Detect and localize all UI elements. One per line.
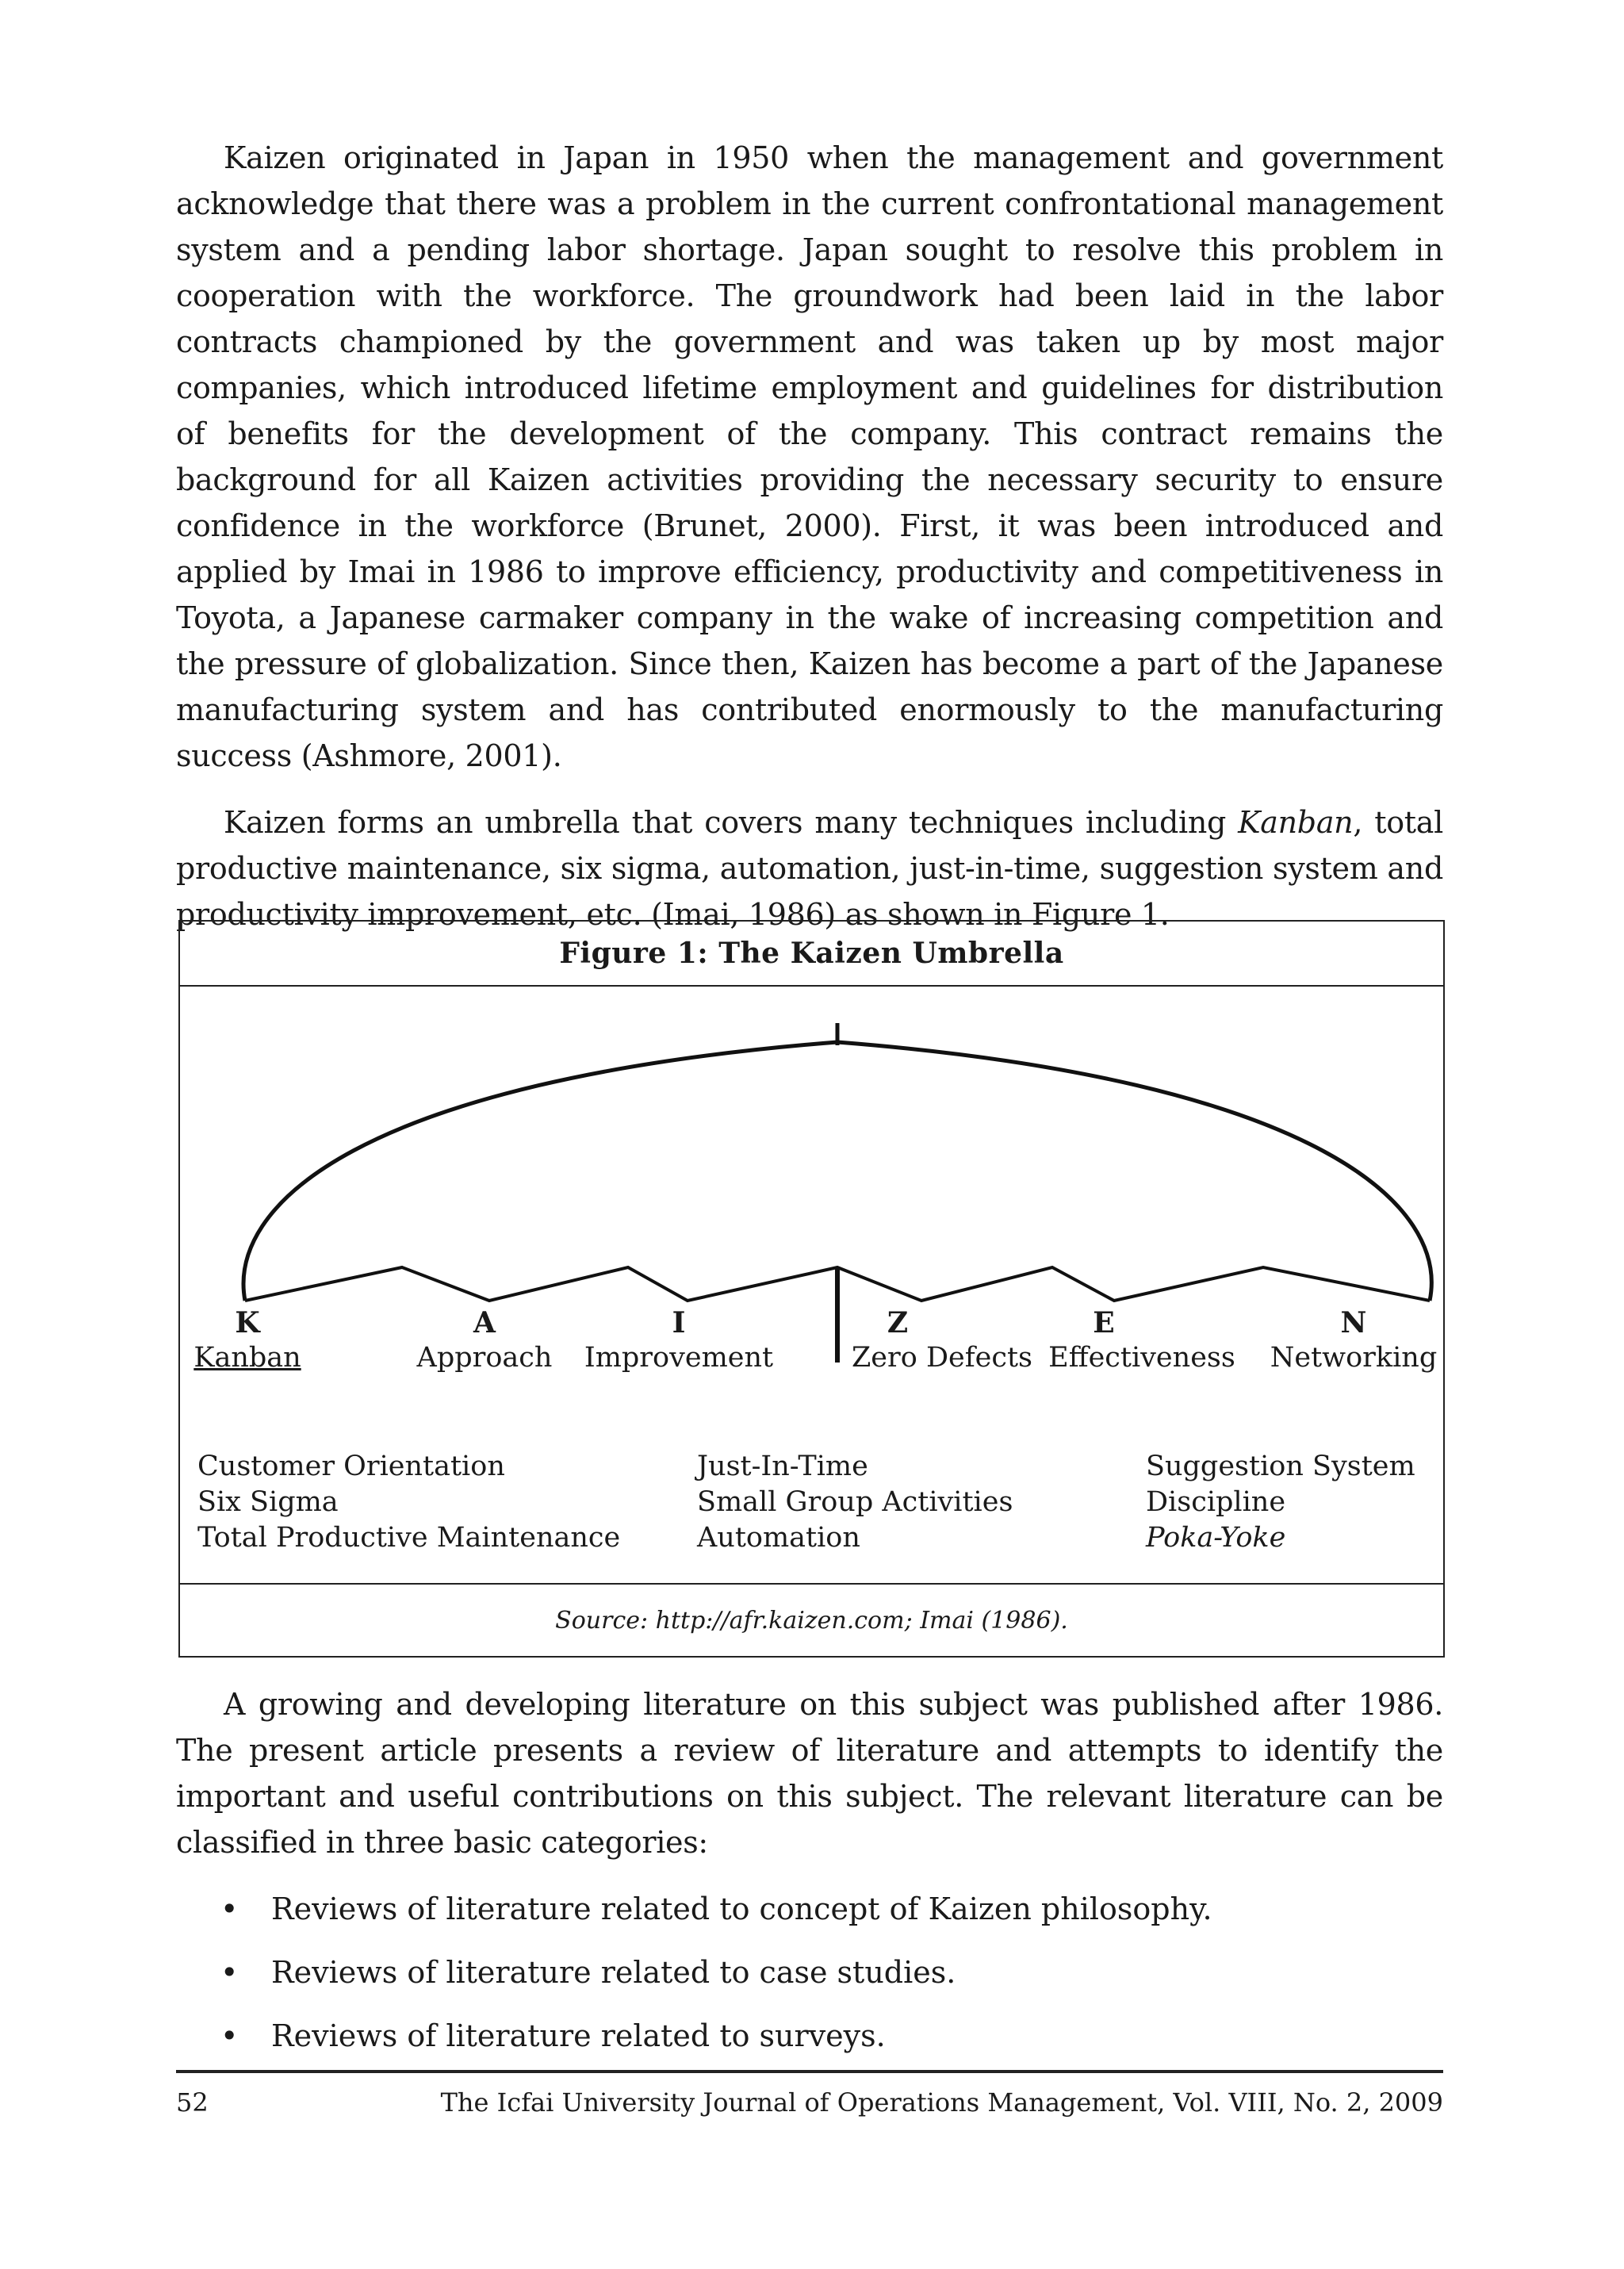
body-text-continued bbox=[176, 1681, 1443, 2076]
word-kanban: Kanban bbox=[193, 1342, 301, 1374]
footer-divider bbox=[176, 2070, 1443, 2073]
paragraph-origin: Kaizen originated in Japan in 1950 when the management and government acknowledge that there was a problem in the current confrontational management system and a pending labor shortage. Japan sought to resolve this problem in cooperation with the workforce. The groundwork had been laid in the labor contracts championed by the government and was taken up by most major companies, which introduced lifetime employment and guidelines for distribution of benefits for the development of the company. This contract remains the background for all Kaizen activities providing the necessary security to ensure confidence in the workforce (Brunet, 2000). First, it was been introduced and applied by Imai in 1986 to improve efficiency, productivity and competitiveness in Toyota, a Japanese carmaker company in the wake of increasing competition and the pressure of globalization. Since then, Kaizen has become a part of the Japanese manufacturing system and has contributed enormously to the manufacturing success (Ashmore, 2001). bbox=[176, 140, 1443, 773]
techniques-column-1 bbox=[197, 1449, 620, 1556]
letter-z: Z bbox=[887, 1306, 909, 1340]
word-networking: Networking bbox=[1270, 1342, 1438, 1374]
list-item bbox=[176, 1949, 1443, 1995]
word-zero-defects: Zero Defects bbox=[851, 1342, 1033, 1374]
letter-a: A bbox=[473, 1306, 496, 1340]
list-item-text: Reviews of literature related to surveys. bbox=[271, 2018, 886, 2053]
paragraph-umbrella-end: , total productive maintenance, six sigma, automation, just-in-time, suggestion system and productivity improvement, etc. (Imai, 1986) as shown in Figure 1. bbox=[176, 805, 1443, 932]
technique-item: Six Sigma bbox=[197, 1486, 339, 1518]
bullet-icon: • bbox=[220, 1955, 239, 1990]
paragraph-umbrella-start: Kaizen forms an umbrella that covers many techniques including bbox=[224, 805, 1239, 840]
list-item bbox=[176, 1886, 1443, 1932]
figure-title: Figure 1: The Kaizen Umbrella bbox=[180, 922, 1443, 987]
category-list bbox=[176, 1886, 1443, 2059]
page-number: 52 bbox=[176, 2087, 209, 2118]
technique-item: Total Productive Maintenance bbox=[197, 1522, 621, 1554]
letter-k: K bbox=[235, 1306, 260, 1340]
technique-item: Customer Orientation bbox=[197, 1451, 505, 1482]
list-item bbox=[176, 2013, 1443, 2059]
word-effectiveness: Effectiveness bbox=[1048, 1342, 1235, 1374]
letter-i: I bbox=[672, 1306, 686, 1340]
technique-item: Poka-Yoke bbox=[1146, 1522, 1286, 1554]
bullet-icon: • bbox=[220, 1891, 239, 1926]
kanban-emphasis: Kanban bbox=[1238, 805, 1354, 840]
techniques-column-2 bbox=[697, 1449, 1013, 1556]
bullet-icon: • bbox=[220, 2018, 239, 2053]
page-footer bbox=[176, 2087, 1443, 2118]
technique-item: Suggestion System bbox=[1146, 1451, 1415, 1482]
technique-item: Small Group Activities bbox=[697, 1486, 1013, 1518]
paragraph-umbrella bbox=[176, 799, 1443, 937]
letter-e: E bbox=[1093, 1306, 1115, 1340]
body-text bbox=[176, 135, 1443, 958]
list-item-text: Reviews of literature related to case studies. bbox=[271, 1955, 956, 1990]
kaizen-umbrella-figure bbox=[178, 920, 1445, 1658]
list-item-text: Reviews of literature related to concept of Kaizen philosophy. bbox=[271, 1891, 1212, 1926]
figure-body bbox=[180, 985, 1443, 1588]
word-approach: Approach bbox=[416, 1342, 553, 1374]
paragraph-literature: A growing and developing literature on this subject was published after 1986. The present article presents a review of literature and attempts to identify the important and useful contributions on this subject. The relevant literature can be classified in three basic categories: bbox=[176, 1687, 1443, 1860]
umbrella-canopy bbox=[243, 1042, 1431, 1301]
word-improvement: Improvement bbox=[584, 1342, 774, 1374]
letter-n: N bbox=[1340, 1306, 1367, 1340]
techniques-column-3 bbox=[1146, 1449, 1415, 1556]
technique-item: Discipline bbox=[1146, 1486, 1286, 1518]
journal-citation: The Icfai University Journal of Operations Management, Vol. VIII, No. 2, 2009 bbox=[440, 2087, 1443, 2118]
figure-source: Source: http://afr.kaizen.com; Imai (1986). bbox=[180, 1583, 1443, 1656]
technique-item: Automation bbox=[697, 1522, 860, 1554]
technique-item: Just-In-Time bbox=[697, 1451, 868, 1482]
